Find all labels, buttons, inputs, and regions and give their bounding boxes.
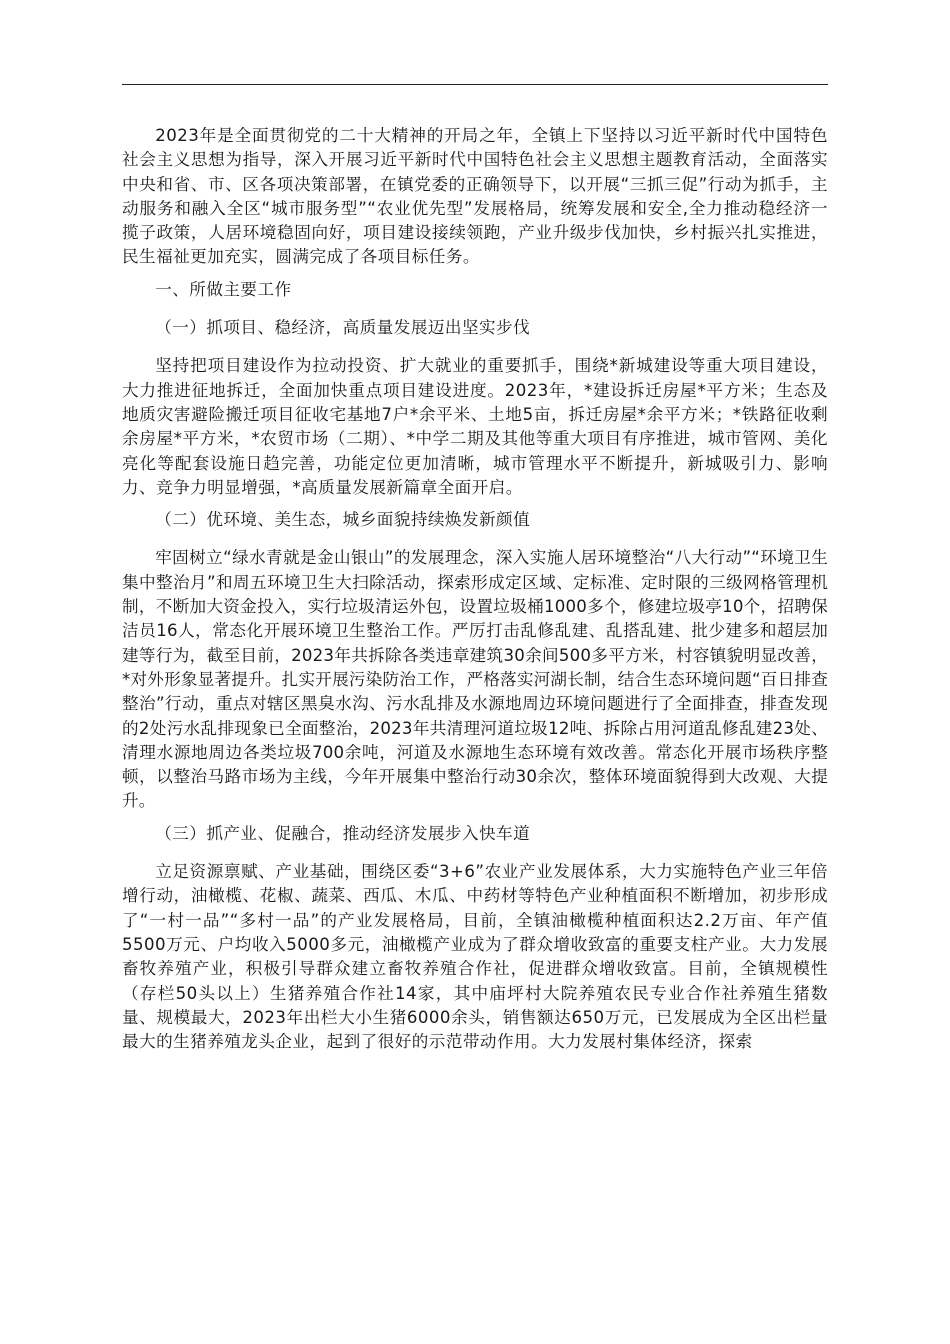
paragraph-projects: 坚持把项目建设作为拉动投资、扩大就业的重要抓手，围绕*新城建设等重大项目建设，大力推进征地拆迁，全面加快重点项目建设进度。2023年，*建设拆迁房屋*平方米；生态及地质灾害避险搬迁项目征收宅基地7户*余平米、土地5亩，拆迁房屋*余平方米；*铁路征收剩余房屋*平方米，*农贸市场（二期）、*中学二期及其他等重大项目有序推进，城市管网、美化亮化等配套设施日趋完善，功能定位更加清晰，城市管理水平不断提升，新城吸引力、影响力、竞争力明显增强，*高质量发展新篇章全面开启。 [122,356,828,497]
subsection-heading-3: （三）抓产业、促融合，推动经济发展步入快车道 [155,823,531,843]
section-heading-main-work: 一、所做主要工作 [155,279,292,299]
paragraph-industry: 立足资源禀赋、产业基础，围绕区委“3+6”农业产业发展体系，大力实施特色产业三年倍增行动，油橄榄、花椒、蔬菜、西瓜、木瓜、中药材等特色产业种植面积不断增加，初步形成了“一村一品”“多村一品”的产业发展格局，目前，全镇油橄榄种植面积达2.2万亩、年产值5500万元、户均收入5000多元，油橄榄产业成为了群众增收致富的重要支柱产业。大力发展畜牧养殖产业，积极引导群众建立畜牧养殖合作社，促进群众增收致富。目前，全镇规模性（存栏50头以上）生猪养殖合作社14家，其中庙坪村大院养殖农民专业合作社养殖生猪数量、规模最大，2023年出栏大小生猪6000余头，销售额达650万元，已发展成为全区出栏量最大的生猪养殖龙头企业，起到了很好的示范带动作用。大力发展村集体经济，探索 [122,862,828,1052]
document-body [122,122,828,1062]
header-rule [122,84,828,85]
subsection-heading-1: （一）抓项目、稳经济，高质量发展迈出坚实步伐 [155,318,531,338]
intro-paragraph: 2023年是全面贯彻党的二十大精神的开局之年，全镇上下坚持以习近平新时代中国特色社会主义思想为指导，深入开展习近平新时代中国特色社会主义思想主题教育活动，全面落实中央和省、市、区各项决策部署，在镇党委的正确领导下，以开展“三抓三促”行动为抓手，主动服务和融入全区“城市服务型”“农业优先型”发展格局，统筹发展和安全,全力推动稳经济一揽子政策，人居环境稳固向好，项目建设接续领跑，产业升级步伐加快，乡村振兴扎实推进，民生福祉更加充实，圆满完成了各项目标任务。 [122,126,828,267]
subsection-heading-2: （二）优环境、美生态，城乡面貌持续焕发新颜值 [155,510,531,530]
paragraph-environment: 牢固树立“绿水青就是金山银山”的发展理念，深入实施人居环境整治“八大行动”“环境卫生集中整治月”和周五环境卫生大扫除活动，探索形成定区域、定标准、定时限的三级网格管理机制，不断加大资金投入，实行垃圾清运外包，设置垃圾桶1000多个，修建垃圾亭10个，招聘保洁员16人，常态化开展环境卫生整治工作。严厉打击乱修乱建、乱搭乱建、批少建多和超层加建等行为，截至目前，2023年共拆除各类违章建筑30余间500多平方米，村容镇貌明显改善，*对外形象显著提升。扎实开展污染防治工作，严格落实河湖长制，结合生态环境问题“百日排查整治”行动，重点对辖区黑臭水沟、污水乱排及水源地周边环境问题进行了全面排查，排查发现的2处污水乱排现象已全面整治，2023年共清理河道垃圾12吨、拆除占用河道乱修乱建23处、清理水源地周边各类垃圾700余吨，河道及水源地生态环境有效改善。常态化开展市场秩序整顿，以整治马路市场为主线，今年开展集中整治行动30余次，整体环境面貌得到大改观、大提升。 [122,548,828,811]
